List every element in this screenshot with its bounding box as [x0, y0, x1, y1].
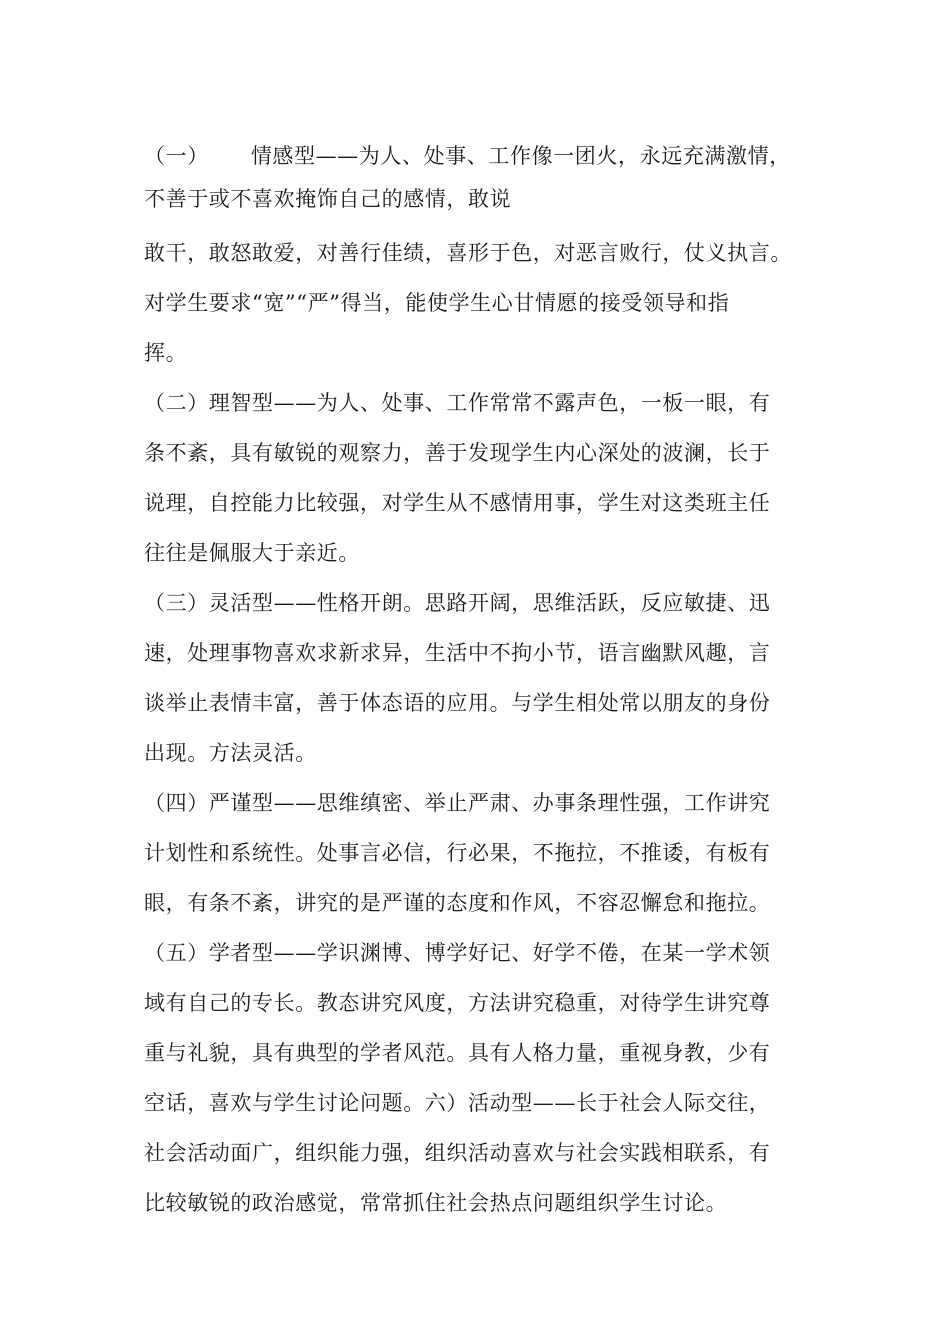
section-label: （一）: [144, 144, 209, 168]
text-line-1: [144, 143, 791, 169]
text-line-19: 重与礼貌，具有典型的学者风范。具有人格力量，重视身教，少有: [144, 1041, 771, 1065]
text-line-12: 谈举止表情丰富，善于体态语的应用。与学生相处常以朋友的身份: [144, 691, 771, 715]
line-text: 情感型——为人、处事、工作像一团火，永远充满激情，: [250, 144, 791, 168]
text-line-10: （三）灵活型——性格开朗。思路开阔，思维活跃，反应敏捷、迅: [144, 591, 771, 615]
text-line-21: 社会活动面广，组织能力强，组织活动喜欢与社会实践相联系，有: [144, 1141, 771, 1165]
text-line-9: 往往是佩服大于亲近。: [144, 541, 360, 565]
text-line-2: 不善于或不喜欢掩饰自己的感情，敢说: [144, 187, 512, 211]
text-line-3: 敢干，敢怒敢爱，对善行佳绩，喜形于色，对恶言败行，仗义执言。: [144, 241, 792, 265]
text-line-7: 条不紊，具有敏锐的观察力，善于发现学生内心深处的波澜，长于: [144, 441, 771, 465]
text-line-17: （五）学者型——学识渊博、博学好记、好学不倦，在某一学术领: [144, 941, 771, 965]
text-line-11: 速，处理事物喜欢求新求异，生活中不拘小节，语言幽默风趣，言: [144, 641, 771, 665]
text-line-5: 挥。: [144, 341, 188, 365]
text-line-18: 域有自己的专长。教态讲究风度，方法讲究稳重，对待学生讲究尊: [144, 991, 771, 1015]
text-line-15: 计划性和系统性。处事言必信，行必果，不拖拉，不推诿，有板有: [144, 841, 771, 865]
text-line-4: 对学生要求“宽”“严”得当，能使学生心甘情愿的接受领导和指: [144, 291, 730, 315]
text-line-16: 眼，有条不紊，讲究的是严谨的态度和作风，不容忍懈怠和拖拉。: [144, 891, 771, 915]
text-line-20: 空话，喜欢与学生讨论问题。六）活动型——长于社会人际交往，: [144, 1091, 771, 1115]
text-line-6: （二）理智型——为人、处事、工作常常不露声色，一板一眼，有: [144, 391, 771, 415]
text-line-13: 出现。方法灵活。: [144, 741, 317, 765]
text-line-8: 说理，自控能力比较强，对学生从不感情用事，学生对这类班主任: [144, 491, 771, 515]
text-line-14: （四）严谨型——思维缜密、举止严肃、办事条理性强，工作讲究: [144, 791, 771, 815]
text-line-22: 比较敏锐的政治感觉，常常抓住社会热点问题组织学生讨论。: [144, 1191, 728, 1215]
